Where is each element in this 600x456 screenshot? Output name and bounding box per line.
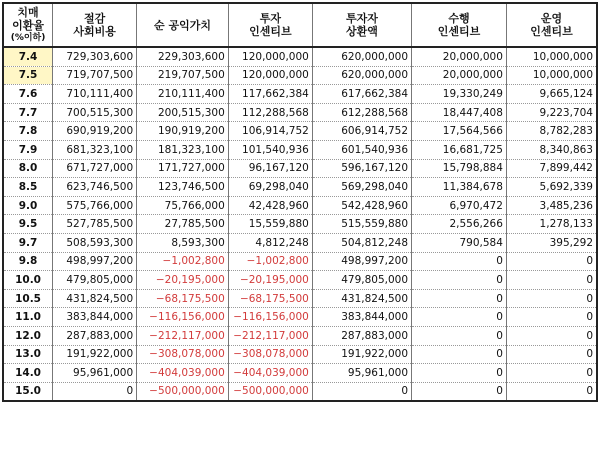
value-cell: 11,384,678: [412, 178, 507, 197]
rate-cell: 7.4: [3, 47, 53, 66]
table-row: [3, 122, 597, 141]
value-cell: 20,000,000: [412, 47, 507, 66]
table-row: [3, 140, 597, 159]
value-cell: −308,078,000: [137, 345, 229, 364]
value-cell: 0: [506, 364, 597, 383]
value-cell: 191,922,000: [312, 345, 411, 364]
value-cell: 0: [412, 364, 507, 383]
value-cell: 671,727,000: [53, 159, 137, 178]
rate-cell: 9.7: [3, 233, 53, 252]
rate-cell: 9.0: [3, 196, 53, 215]
rate-cell: 7.9: [3, 140, 53, 159]
value-cell: 117,662,384: [228, 85, 312, 104]
value-cell: 0: [506, 326, 597, 345]
value-cell: −116,156,000: [228, 308, 312, 327]
value-cell: 8,782,283: [506, 122, 597, 141]
value-cell: 8,593,300: [137, 233, 229, 252]
table-row: [3, 47, 597, 66]
table-row: [3, 271, 597, 290]
rate-cell: 12.0: [3, 326, 53, 345]
value-cell: −404,039,000: [137, 364, 229, 383]
value-cell: 10,000,000: [506, 47, 597, 66]
value-cell: 0: [412, 252, 507, 271]
table-row: [3, 233, 597, 252]
value-cell: 0: [312, 382, 411, 401]
value-cell: 596,167,120: [312, 159, 411, 178]
value-cell: 690,919,200: [53, 122, 137, 141]
header-row: [3, 3, 597, 47]
table-row: [3, 289, 597, 308]
header-line: 인센티브: [530, 25, 573, 38]
value-cell: 6,970,472: [412, 196, 507, 215]
table-body: [3, 47, 597, 401]
value-cell: 210,111,400: [137, 85, 229, 104]
value-cell: 479,805,000: [312, 271, 411, 290]
rate-cell: 7.7: [3, 103, 53, 122]
value-cell: 15,559,880: [228, 215, 312, 234]
header-line: 절감: [83, 12, 106, 25]
value-cell: 383,844,000: [53, 308, 137, 327]
value-cell: 19,330,249: [412, 85, 507, 104]
value-cell: 120,000,000: [228, 47, 312, 66]
value-cell: 120,000,000: [228, 66, 312, 85]
value-cell: 96,167,120: [228, 159, 312, 178]
value-cell: −212,117,000: [137, 326, 229, 345]
value-cell: 0: [506, 308, 597, 327]
rate-cell: 13.0: [3, 345, 53, 364]
value-cell: 790,584: [412, 233, 507, 252]
header-rate: [3, 3, 53, 47]
value-cell: 95,961,000: [312, 364, 411, 383]
value-cell: −500,000,000: [137, 382, 229, 401]
value-cell: 9,665,124: [506, 85, 597, 104]
table-row: [3, 382, 597, 401]
value-cell: 0: [506, 289, 597, 308]
header-line: 투자: [259, 12, 281, 25]
header-line: 상환액: [346, 25, 378, 38]
value-cell: 229,303,600: [137, 47, 229, 66]
value-cell: 0: [506, 252, 597, 271]
value-cell: −20,195,000: [137, 271, 229, 290]
value-cell: −212,117,000: [228, 326, 312, 345]
table-row: [3, 252, 597, 271]
value-cell: 0: [53, 382, 137, 401]
header-line: 순 공익가치: [153, 18, 211, 32]
table-row: [3, 103, 597, 122]
header-social-cost-saving: [53, 3, 137, 47]
value-cell: 123,746,500: [137, 178, 229, 197]
value-cell: 479,805,000: [53, 271, 137, 290]
value-cell: 191,922,000: [53, 345, 137, 364]
value-cell: 181,323,100: [137, 140, 229, 159]
value-cell: 200,515,300: [137, 103, 229, 122]
table-row: [3, 85, 597, 104]
value-cell: −500,000,000: [228, 382, 312, 401]
value-cell: 287,883,000: [312, 326, 411, 345]
header-investor-repayment: [312, 3, 411, 47]
value-cell: 612,288,568: [312, 103, 411, 122]
value-cell: −20,195,000: [228, 271, 312, 290]
value-cell: 601,540,936: [312, 140, 411, 159]
rate-cell: 10.5: [3, 289, 53, 308]
rate-cell: 11.0: [3, 308, 53, 327]
value-cell: −68,175,500: [137, 289, 229, 308]
table-row: [3, 364, 597, 383]
value-cell: 498,997,200: [53, 252, 137, 271]
value-cell: 3,485,236: [506, 196, 597, 215]
value-cell: 69,298,040: [228, 178, 312, 197]
value-cell: 700,515,300: [53, 103, 137, 122]
value-cell: 383,844,000: [312, 308, 411, 327]
value-cell: 575,766,000: [53, 196, 137, 215]
header-operation-incentive: [506, 3, 597, 47]
value-cell: 0: [412, 345, 507, 364]
value-cell: 527,785,500: [53, 215, 137, 234]
value-cell: 18,447,408: [412, 103, 507, 122]
header-line: 치매: [17, 5, 39, 19]
header-performance-incentive: [412, 3, 507, 47]
rate-cell: 15.0: [3, 382, 53, 401]
table-row: [3, 66, 597, 85]
table-row: [3, 308, 597, 327]
value-cell: 9,223,704: [506, 103, 597, 122]
value-cell: 7,899,442: [506, 159, 597, 178]
value-cell: 1,278,133: [506, 215, 597, 234]
value-cell: 106,914,752: [228, 122, 312, 141]
rate-cell: 8.5: [3, 178, 53, 197]
value-cell: 75,766,000: [137, 196, 229, 215]
value-cell: 20,000,000: [412, 66, 507, 85]
value-cell: 219,707,500: [137, 66, 229, 85]
value-cell: 719,707,500: [53, 66, 137, 85]
value-cell: 10,000,000: [506, 66, 597, 85]
header-line: 투자자: [346, 12, 378, 25]
value-cell: 5,692,339: [506, 178, 597, 197]
value-cell: 620,000,000: [312, 47, 411, 66]
rate-cell: 7.5: [3, 66, 53, 85]
value-cell: 95,961,000: [53, 364, 137, 383]
table-header: [3, 3, 597, 47]
value-cell: 606,914,752: [312, 122, 411, 141]
header-investment-incentive: [228, 3, 312, 47]
document-page: [2, 2, 598, 454]
rate-cell: 14.0: [3, 364, 53, 383]
rate-cell: 10.0: [3, 271, 53, 290]
header-line: 인센티브: [249, 25, 292, 38]
value-cell: 42,428,960: [228, 196, 312, 215]
header-line: 인센티브: [437, 25, 481, 38]
value-cell: 515,559,880: [312, 215, 411, 234]
value-cell: 0: [412, 289, 507, 308]
header-line: (%이하): [10, 32, 46, 43]
header-line: 수행: [448, 12, 470, 25]
value-cell: 16,681,725: [412, 140, 507, 159]
value-cell: 2,556,266: [412, 215, 507, 234]
value-cell: 508,593,300: [53, 233, 137, 252]
rate-cell: 7.6: [3, 85, 53, 104]
value-cell: 0: [506, 345, 597, 364]
value-cell: 498,997,200: [312, 252, 411, 271]
value-cell: 101,540,936: [228, 140, 312, 159]
incentive-table: [2, 2, 598, 402]
value-cell: 15,798,884: [412, 159, 507, 178]
value-cell: 569,298,040: [312, 178, 411, 197]
value-cell: 710,111,400: [53, 85, 137, 104]
value-cell: −404,039,000: [228, 364, 312, 383]
header-line: 사회비용: [73, 25, 116, 38]
value-cell: −116,156,000: [137, 308, 229, 327]
value-cell: 0: [412, 271, 507, 290]
table-row: [3, 345, 597, 364]
value-cell: 17,564,566: [412, 122, 507, 141]
value-cell: 620,000,000: [312, 66, 411, 85]
value-cell: 0: [506, 271, 597, 290]
value-cell: 681,323,100: [53, 140, 137, 159]
value-cell: 542,428,960: [312, 196, 411, 215]
value-cell: −1,002,800: [228, 252, 312, 271]
value-cell: 431,824,500: [53, 289, 137, 308]
value-cell: 395,292: [506, 233, 597, 252]
value-cell: 4,812,248: [228, 233, 312, 252]
table-row: [3, 159, 597, 178]
value-cell: 190,919,200: [137, 122, 229, 141]
table-row: [3, 326, 597, 345]
rate-cell: 9.8: [3, 252, 53, 271]
value-cell: 504,812,248: [312, 233, 411, 252]
header-line: 이환율: [12, 18, 44, 32]
header-net-public-value: [137, 3, 229, 47]
value-cell: −1,002,800: [137, 252, 229, 271]
rate-cell: 8.0: [3, 159, 53, 178]
table-row: [3, 215, 597, 234]
value-cell: 287,883,000: [53, 326, 137, 345]
value-cell: 0: [412, 382, 507, 401]
value-cell: 0: [412, 308, 507, 327]
table-row: [3, 178, 597, 197]
value-cell: 0: [412, 326, 507, 345]
value-cell: −68,175,500: [228, 289, 312, 308]
value-cell: 171,727,000: [137, 159, 229, 178]
rate-cell: 7.8: [3, 122, 53, 141]
value-cell: 431,824,500: [312, 289, 411, 308]
value-cell: 0: [506, 382, 597, 401]
value-cell: 729,303,600: [53, 47, 137, 66]
value-cell: 617,662,384: [312, 85, 411, 104]
value-cell: 27,785,500: [137, 215, 229, 234]
value-cell: −308,078,000: [228, 345, 312, 364]
value-cell: 8,340,863: [506, 140, 597, 159]
table-row: [3, 196, 597, 215]
rate-cell: 9.5: [3, 215, 53, 234]
value-cell: 623,746,500: [53, 178, 137, 197]
value-cell: 112,288,568: [228, 103, 312, 122]
header-line: 운영: [540, 12, 563, 25]
